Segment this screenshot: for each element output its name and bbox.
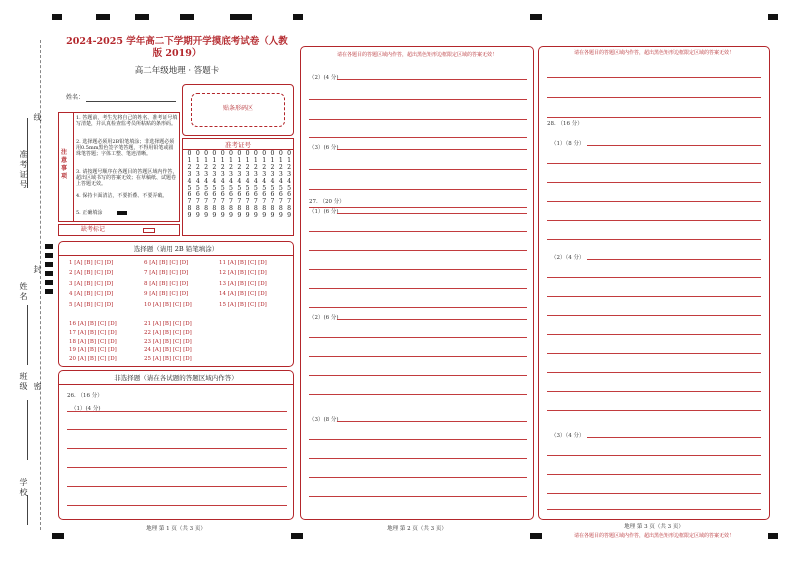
exam-id-digit[interactable]: 7 bbox=[212, 198, 217, 206]
exam-id-digit[interactable]: 1 bbox=[245, 156, 250, 164]
alignment-mark bbox=[291, 533, 303, 539]
exam-id-digit[interactable]: 3 bbox=[187, 170, 192, 178]
exam-id-digit[interactable]: 4 bbox=[220, 177, 225, 185]
mcq-title: 选择题（请用 2B 铅笔填涂） bbox=[59, 244, 293, 256]
exam-id-digit-column[interactable] bbox=[211, 151, 218, 220]
exam-id-digit[interactable]: 7 bbox=[262, 198, 267, 206]
exam-id-digit[interactable]: 8 bbox=[212, 205, 217, 213]
exam-id-digit[interactable]: 6 bbox=[212, 191, 217, 199]
exam-id-digit[interactable]: 1 bbox=[229, 156, 233, 164]
page-footer-2: 地理 第 2 页（共 3 页） bbox=[387, 526, 447, 532]
exam-id-digit[interactable]: 8 bbox=[253, 205, 258, 213]
exam-id-digit[interactable]: 6 bbox=[195, 191, 200, 199]
p2-q27-label: 27. （20 分） bbox=[309, 199, 345, 205]
exam-id-digit[interactable]: 7 bbox=[245, 198, 250, 206]
alignment-mark bbox=[230, 14, 252, 20]
exam-id-digit[interactable]: 4 bbox=[270, 177, 275, 185]
alignment-mark bbox=[45, 262, 53, 267]
exam-id-digit[interactable]: 9 bbox=[187, 212, 192, 220]
nonmcq-box bbox=[58, 370, 294, 520]
alignment-mark bbox=[293, 14, 303, 20]
exam-id-digit[interactable]: 9 bbox=[278, 212, 283, 220]
absent-box bbox=[58, 224, 180, 236]
exam-id-digit[interactable]: 3 bbox=[270, 170, 275, 178]
exam-id-digit[interactable]: 9 bbox=[229, 212, 233, 220]
side-label-exam-no: 准考证号 bbox=[19, 150, 28, 190]
exam-id-digit[interactable]: 2 bbox=[204, 163, 209, 171]
mcq-group-1 bbox=[69, 258, 113, 310]
exam-id-digit[interactable]: 2 bbox=[270, 163, 275, 171]
exam-id-digit[interactable]: 2 bbox=[195, 163, 200, 171]
page-title bbox=[58, 36, 296, 60]
exam-id-digit[interactable]: 8 bbox=[229, 205, 233, 213]
alignment-mark bbox=[768, 14, 778, 20]
fill-example-mark bbox=[117, 211, 127, 215]
exam-id-digit-column[interactable] bbox=[286, 151, 293, 220]
exam-id-digit[interactable]: 9 bbox=[212, 212, 217, 220]
mcq-question[interactable]: 21 [A] [B] [C] [D] bbox=[144, 321, 192, 327]
mcq-question[interactable]: 25 [A] [B] [C] [D] bbox=[144, 356, 192, 363]
exam-id-digit[interactable]: 0 bbox=[253, 150, 258, 157]
exam-id-digit[interactable]: 1 bbox=[237, 156, 242, 164]
exam-id-digit[interactable]: 3 bbox=[229, 170, 233, 178]
page2-warning: 请在各题目的答题区域内作答，超出黑色矩形边框限定区域的答案无效！ bbox=[336, 52, 497, 58]
mcq-question[interactable]: 19 [A] [B] [C] [D] bbox=[69, 347, 117, 354]
exam-id-digit[interactable]: 1 bbox=[253, 156, 258, 164]
exam-id-digit[interactable]: 1 bbox=[187, 156, 192, 164]
mcq-question[interactable]: 24 [A] [B] [C] [D] bbox=[144, 347, 192, 354]
exam-id-digit[interactable]: 6 bbox=[187, 191, 192, 199]
exam-id-digit[interactable]: 8 bbox=[187, 205, 192, 213]
exam-id-digit[interactable]: 4 bbox=[212, 177, 217, 185]
exam-id-digit[interactable]: 5 bbox=[262, 184, 267, 192]
alignment-mark bbox=[96, 14, 110, 20]
exam-id-digit[interactable]: 6 bbox=[245, 191, 250, 199]
exam-id-digit-column[interactable] bbox=[186, 151, 193, 220]
exam-id-digit[interactable]: 0 bbox=[204, 150, 209, 157]
exam-id-digit[interactable]: 5 bbox=[287, 184, 292, 192]
mcq-group-3 bbox=[219, 258, 267, 310]
exam-id-digit[interactable]: 5 bbox=[229, 184, 233, 192]
mcq-question[interactable]: 17 [A] [B] [C] [D] bbox=[69, 329, 117, 336]
barcode-label: 贴条形码区 bbox=[222, 105, 253, 112]
note-item-1: 1. 答题前，考生先将自己的姓名、准考证号填写清楚，并认真检查监考员所粘贴的条形码。 bbox=[76, 115, 178, 127]
exam-id-digit[interactable]: 5 bbox=[187, 184, 192, 192]
p2-q27-1-label: （1）(6 分) bbox=[309, 209, 339, 215]
exam-id-digit[interactable]: 3 bbox=[220, 170, 225, 178]
side-underline bbox=[27, 400, 28, 460]
exam-id-label: 准考证号 bbox=[183, 140, 293, 150]
exam-id-digit-column[interactable] bbox=[194, 151, 201, 220]
exam-id-digit-column[interactable] bbox=[277, 151, 284, 220]
exam-id-digit[interactable]: 9 bbox=[270, 212, 275, 220]
exam-id-digit[interactable]: 2 bbox=[245, 163, 250, 171]
exam-id-digit[interactable]: 5 bbox=[204, 184, 209, 192]
note-item-2: 2. 选择题必须用2B铅笔填涂；非选择题必须用0.5mm黑色签字笔答题，不得用铅笔或圆珠笔答题；字体工整、笔迹清晰。 bbox=[76, 139, 175, 157]
exam-id-digit[interactable]: 6 bbox=[229, 191, 233, 199]
exam-id-digit[interactable]: 0 bbox=[195, 150, 200, 157]
mcq-question[interactable]: 10 [A] [B] [C] [D] bbox=[144, 301, 192, 308]
page3-warning-bottom: 请在各题目的答题区域内作答，超出黑色矩形边框限定区域的答案无效！ bbox=[573, 533, 734, 539]
exam-id-digit[interactable]: 7 bbox=[270, 198, 275, 206]
exam-id-digit[interactable]: 9 bbox=[204, 212, 209, 220]
alignment-mark bbox=[45, 271, 53, 276]
notes-box bbox=[58, 112, 180, 222]
exam-id-digit[interactable]: 3 bbox=[245, 170, 250, 178]
mcq-question[interactable]: 4 [A] [B] [C] [D] bbox=[69, 291, 114, 298]
exam-id-digit[interactable]: 3 bbox=[287, 170, 292, 178]
note-item-3: 3. 请按题号顺序在各题目的答题区域内作答，超出区域书写的答案无效；在草稿纸、试题卷上答题无效。 bbox=[76, 169, 178, 187]
p3-q28-1-answer[interactable] bbox=[547, 145, 761, 255]
exam-id-digit[interactable]: 1 bbox=[220, 156, 225, 164]
exam-id-digit[interactable]: 0 bbox=[287, 150, 292, 157]
exam-id-digit[interactable]: 1 bbox=[270, 156, 275, 164]
exam-id-digit[interactable]: 8 bbox=[262, 205, 267, 213]
mcq-question[interactable]: 9 [A] [B] [C] [D] bbox=[144, 291, 189, 298]
mcq-question[interactable]: 13 [A] [B] [C] [D] bbox=[219, 280, 267, 287]
exam-id-grid bbox=[182, 138, 294, 236]
mcq-question[interactable]: 20 [A] [B] [C] [D] bbox=[69, 356, 117, 363]
p2-q2-answer[interactable] bbox=[337, 79, 527, 141]
mcq-question[interactable]: 16 [A] [B] [C] [D] bbox=[69, 321, 117, 327]
exam-id-digit[interactable]: 8 bbox=[245, 205, 250, 213]
exam-id-digit-column[interactable] bbox=[252, 151, 259, 220]
mcq-question[interactable]: 8 [A] [B] [C] [D] bbox=[144, 280, 189, 287]
q26-label: 26. （16 分） bbox=[67, 393, 103, 399]
exam-id-digit-column[interactable] bbox=[236, 151, 243, 220]
mcq-question[interactable]: 5 [A] [B] [C] [D] bbox=[69, 301, 114, 308]
side-label-school: 学校 bbox=[19, 478, 28, 498]
exam-id-digit-column[interactable] bbox=[228, 151, 235, 220]
mcq-group-4 bbox=[69, 320, 117, 364]
note-item-4: 4. 保持卡面清洁，不要折叠、不要弄破。 bbox=[76, 193, 168, 199]
mcq-group-2 bbox=[144, 258, 192, 310]
exam-id-digit[interactable]: 6 bbox=[253, 191, 258, 199]
side-label-cut: 密 bbox=[33, 382, 42, 392]
exam-id-digit[interactable]: 6 bbox=[204, 191, 209, 199]
q26-answer-area[interactable] bbox=[67, 411, 287, 511]
title-line-1: 2024-2025 学年高二下学期开学摸底考试卷（人教 bbox=[66, 36, 288, 47]
alignment-mark bbox=[45, 244, 53, 249]
exam-id-digit[interactable]: 0 bbox=[212, 150, 217, 157]
exam-id-digit[interactable]: 4 bbox=[187, 177, 192, 185]
mcq-question[interactable]: 23 [A] [B] [C] [D] bbox=[144, 338, 192, 345]
answer-box-page-3 bbox=[538, 46, 770, 520]
p2-q27-1-answer[interactable] bbox=[337, 213, 527, 313]
q26-1-label: （1）(4 分) bbox=[71, 406, 101, 412]
p2-q2-label: （2）(4 分) bbox=[309, 75, 339, 81]
exam-id-digit[interactable]: 4 bbox=[278, 177, 283, 185]
exam-id-digit[interactable]: 4 bbox=[253, 177, 258, 185]
alignment-mark bbox=[52, 533, 64, 539]
exam-id-digit[interactable]: 6 bbox=[287, 191, 292, 199]
exam-id-digit[interactable]: 2 bbox=[187, 163, 192, 171]
mcq-question[interactable]: 1 [A] [B] [C] [D] bbox=[69, 260, 114, 266]
exam-id-digit[interactable]: 3 bbox=[237, 170, 242, 178]
p2-q3-label: （3）(6 分) bbox=[309, 145, 339, 151]
alignment-mark bbox=[180, 14, 194, 20]
exam-id-digit[interactable]: 2 bbox=[278, 163, 283, 171]
mcq-question[interactable]: 22 [A] [B] [C] [D] bbox=[144, 329, 192, 336]
absent-checkbox[interactable] bbox=[143, 228, 155, 233]
exam-id-digit[interactable]: 7 bbox=[204, 198, 209, 206]
p3-q28-label: 28. （16 分） bbox=[547, 121, 583, 127]
alignment-mark bbox=[45, 289, 53, 294]
side-label-line: 线 bbox=[33, 113, 42, 123]
fill-example-label: 5. 正确填涂 bbox=[76, 210, 103, 216]
exam-id-digit[interactable]: 6 bbox=[237, 191, 242, 199]
page-subtitle: 高二年级地理 · 答题卡 bbox=[134, 66, 220, 76]
exam-id-digit[interactable]: 5 bbox=[245, 184, 250, 192]
exam-id-digit[interactable]: 7 bbox=[237, 198, 242, 206]
alignment-mark bbox=[45, 253, 53, 258]
exam-id-digit[interactable]: 3 bbox=[212, 170, 217, 178]
p2-q27-2-label: （2）(6 分) bbox=[309, 315, 339, 321]
name-label: 姓名： bbox=[66, 94, 85, 101]
exam-id-digit[interactable]: 0 bbox=[237, 150, 242, 157]
mcq-question[interactable]: 6 [A] [B] [C] [D] bbox=[144, 260, 189, 266]
exam-id-digit[interactable]: 4 bbox=[195, 177, 200, 185]
exam-id-digit-column[interactable] bbox=[269, 151, 276, 220]
exam-id-digit[interactable]: 7 bbox=[195, 198, 200, 206]
exam-id-digit[interactable]: 8 bbox=[287, 205, 292, 213]
exam-id-digit[interactable]: 5 bbox=[270, 184, 275, 192]
exam-id-digit[interactable]: 8 bbox=[195, 205, 200, 213]
side-label-name: 姓名 bbox=[19, 282, 28, 302]
page-footer-3: 地理 第 3 页（共 3 页） bbox=[624, 524, 684, 530]
mcq-question[interactable]: 15 [A] [B] [C] [D] bbox=[219, 301, 267, 308]
notes-title: 注意事项 bbox=[61, 149, 68, 180]
exam-id-digit[interactable]: 7 bbox=[278, 198, 283, 206]
exam-id-digit[interactable]: 4 bbox=[245, 177, 250, 185]
exam-id-digit[interactable]: 7 bbox=[253, 198, 258, 206]
alignment-mark bbox=[52, 14, 62, 20]
exam-id-digit[interactable]: 7 bbox=[187, 198, 192, 206]
p2-q27-3-label: （3）(8 分) bbox=[309, 417, 339, 423]
exam-id-digit[interactable]: 1 bbox=[212, 156, 217, 164]
exam-id-digit-column[interactable] bbox=[261, 151, 268, 220]
page-footer-1: 地理 第 1 页（共 3 页） bbox=[146, 526, 206, 532]
exam-id-digit[interactable]: 6 bbox=[278, 191, 283, 199]
mcq-question[interactable]: 7 [A] [B] [C] [D] bbox=[144, 270, 189, 277]
barcode-area bbox=[182, 84, 294, 136]
exam-id-digit[interactable]: 8 bbox=[278, 205, 283, 213]
p2-q27-3-answer[interactable] bbox=[337, 421, 527, 516]
exam-id-digit[interactable]: 0 bbox=[245, 150, 250, 157]
exam-id-digit[interactable]: 9 bbox=[220, 212, 225, 220]
side-label-seal: 封 bbox=[33, 265, 42, 275]
exam-id-digit[interactable]: 8 bbox=[237, 205, 242, 213]
exam-id-digit[interactable]: 9 bbox=[237, 212, 242, 220]
exam-id-digit[interactable]: 5 bbox=[253, 184, 258, 192]
mcq-question[interactable]: 3 [A] [B] [C] [D] bbox=[69, 280, 114, 287]
exam-id-digit[interactable]: 5 bbox=[212, 184, 217, 192]
mcq-question[interactable]: 14 [A] [B] [C] [D] bbox=[219, 291, 267, 298]
title-line-2: 版 2019） bbox=[152, 48, 202, 59]
exam-id-digit[interactable]: 1 bbox=[195, 156, 200, 164]
exam-id-digit[interactable]: 2 bbox=[287, 163, 292, 171]
mcq-question[interactable]: 12 [A] [B] [C] [D] bbox=[219, 270, 267, 277]
exam-id-digit[interactable]: 4 bbox=[262, 177, 267, 185]
name-field[interactable] bbox=[86, 101, 176, 102]
exam-id-digit[interactable]: 2 bbox=[237, 163, 242, 171]
alignment-mark bbox=[530, 14, 542, 20]
exam-id-digit[interactable]: 0 bbox=[229, 150, 233, 157]
exam-id-digit-column[interactable] bbox=[244, 151, 251, 220]
mcq-group-5 bbox=[144, 320, 192, 364]
exam-id-digit[interactable]: 4 bbox=[204, 177, 209, 185]
mcq-question[interactable]: 18 [A] [B] [C] [D] bbox=[69, 338, 117, 345]
exam-id-digit[interactable]: 6 bbox=[220, 191, 225, 199]
absent-label: 缺考标记 bbox=[81, 226, 106, 233]
page3-warning-top: 请在各题目的答题区域内作答，超出黑色矩形边框限定区域的答案无效！ bbox=[573, 50, 734, 56]
exam-id-digit[interactable]: 6 bbox=[270, 191, 275, 199]
p3-q28-1-label: （1）（8 分） bbox=[551, 141, 585, 147]
exam-id-digit[interactable]: 9 bbox=[253, 212, 258, 220]
p3-q28-3-label: （3）（4 分） bbox=[551, 433, 585, 439]
side-underline bbox=[27, 118, 28, 188]
exam-id-digit[interactable]: 4 bbox=[237, 177, 242, 185]
exam-id-digit[interactable]: 4 bbox=[229, 177, 233, 185]
side-underline bbox=[27, 495, 28, 525]
exam-id-digit[interactable]: 9 bbox=[195, 212, 200, 220]
exam-id-digit[interactable]: 5 bbox=[195, 184, 200, 192]
exam-id-digit[interactable]: 6 bbox=[262, 191, 267, 199]
exam-id-digit[interactable]: 3 bbox=[204, 170, 209, 178]
nonmcq-title: 非选择题（请在各试题的答题区域内作答） bbox=[59, 373, 293, 385]
exam-id-digit[interactable]: 3 bbox=[195, 170, 200, 178]
exam-id-digit[interactable]: 0 bbox=[262, 150, 267, 157]
side-underline bbox=[27, 305, 28, 365]
exam-id-digit[interactable]: 2 bbox=[220, 163, 225, 171]
exam-id-digit[interactable]: 1 bbox=[204, 156, 209, 164]
exam-id-digit[interactable]: 0 bbox=[270, 150, 275, 157]
exam-id-digit[interactable]: 7 bbox=[220, 198, 225, 206]
exam-id-digit[interactable]: 2 bbox=[229, 163, 233, 171]
exam-id-digit[interactable]: 8 bbox=[204, 205, 209, 213]
mcq-question[interactable]: 11 [A] [B] [C] [D] bbox=[219, 260, 267, 266]
exam-id-digit[interactable]: 3 bbox=[262, 170, 267, 178]
exam-id-digit[interactable]: 2 bbox=[212, 163, 217, 171]
p2-q27-2-answer[interactable] bbox=[337, 319, 527, 419]
exam-id-digit[interactable]: 5 bbox=[220, 184, 225, 192]
exam-id-digit[interactable]: 2 bbox=[262, 163, 267, 171]
exam-id-digit[interactable]: 5 bbox=[237, 184, 242, 192]
alignment-mark bbox=[45, 280, 53, 285]
exam-id-digit[interactable]: 1 bbox=[262, 156, 267, 164]
exam-id-digit[interactable]: 2 bbox=[253, 163, 258, 171]
answer-box-page-2 bbox=[300, 46, 534, 520]
p3-q28-3-answer[interactable] bbox=[547, 437, 761, 509]
exam-id-digit[interactable]: 0 bbox=[220, 150, 225, 157]
exam-id-digit[interactable]: 5 bbox=[278, 184, 283, 192]
alignment-mark bbox=[135, 14, 149, 20]
mcq-question[interactable]: 2 [A] [B] [C] [D] bbox=[69, 270, 114, 277]
exam-id-digit[interactable]: 8 bbox=[270, 205, 275, 213]
exam-id-digit-column[interactable] bbox=[219, 151, 226, 220]
mcq-box bbox=[58, 241, 294, 367]
exam-id-digit[interactable]: 8 bbox=[220, 205, 225, 213]
exam-id-digit[interactable]: 9 bbox=[287, 212, 292, 220]
exam-id-digit[interactable]: 7 bbox=[229, 198, 233, 206]
side-label-class: 班级 bbox=[19, 372, 28, 392]
exam-id-digit[interactable]: 3 bbox=[253, 170, 258, 178]
exam-id-digit[interactable]: 9 bbox=[245, 212, 250, 220]
p3-q28-2-label: （2）（4 分） bbox=[551, 255, 585, 261]
p3-q28-2-answer[interactable] bbox=[547, 259, 761, 419]
exam-id-digit[interactable]: 7 bbox=[287, 198, 292, 206]
exam-id-digit[interactable]: 1 bbox=[287, 156, 292, 164]
exam-id-digit[interactable]: 3 bbox=[278, 170, 283, 178]
p2-q3-answer[interactable] bbox=[337, 149, 527, 217]
exam-id-digit[interactable]: 1 bbox=[278, 156, 283, 164]
exam-id-digit[interactable]: 0 bbox=[187, 150, 192, 157]
exam-id-digit[interactable]: 4 bbox=[287, 177, 292, 185]
exam-id-digit[interactable]: 0 bbox=[278, 150, 283, 157]
exam-id-digit[interactable]: 9 bbox=[262, 212, 267, 220]
exam-id-digit-column[interactable] bbox=[203, 151, 210, 220]
